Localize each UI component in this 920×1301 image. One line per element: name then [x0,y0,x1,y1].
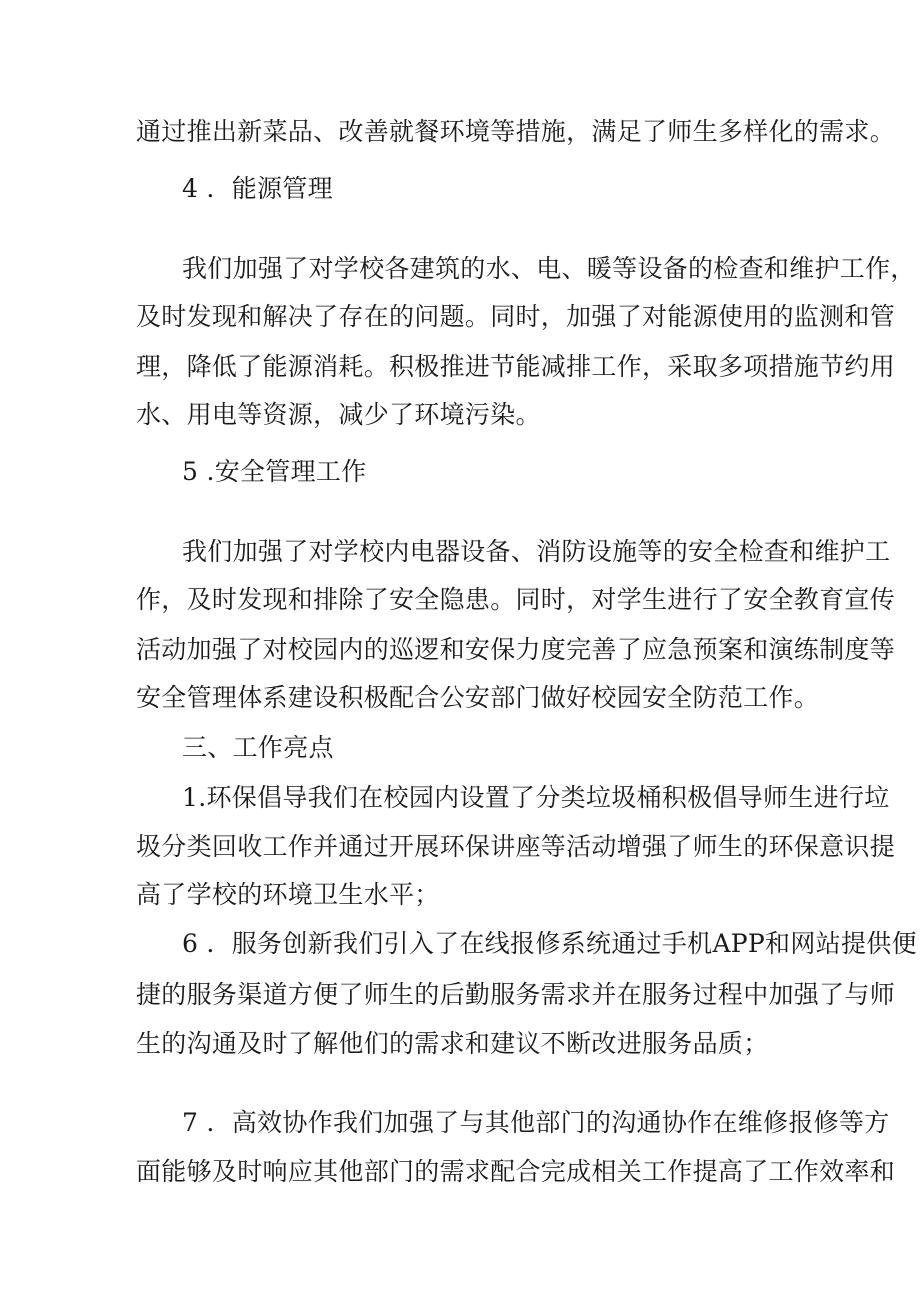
paragraph-line: 我们加强了对学校内电器设备、消防设施等的安全检查和维护工 [182,537,891,566]
paragraph-line: 面能够及时响应其他部门的需求配合完成相关工作提高了工作效率和 [136,1157,896,1186]
paragraph-line: 6 ．服务创新我们引入了在线报修系统通过手机APP和网站提供便 [182,929,917,958]
paragraph-line: 理，降低了能源消耗。积极推进节能减排工作，采取多项措施节约用 [136,352,896,381]
paragraph-line: 1.环保倡导我们在校园内设置了分类垃圾桶积极倡导师生进行垃 [182,783,890,812]
paragraph-line: 安全管理体系建设积极配合公安部门做好校园安全防范工作。 [136,683,820,712]
section-heading-safety: 5 .安全管理工作 [182,457,367,486]
paragraph-line: 生的沟通及时了解他们的需求和建议不断改进服务品质； [136,1029,769,1058]
paragraph-line: 高了学校的环境卫生水平； [136,880,440,909]
paragraph-line: 活动加强了对校园内的巡逻和安保力度完善了应急预案和演练制度等 [136,635,896,664]
paragraph-line: 7 ．高效协作我们加强了与其他部门的沟通协作在维修报修等方 [182,1108,890,1137]
paragraph-line: 作，及时发现和排除了安全隐患。同时，对学生进行了安全教育宣传 [136,585,896,614]
paragraph-line: 我们加强了对学校各建筑的水、电、暖等设备的检查和维护工作， [182,254,916,283]
section-heading-highlights: 三、工作亮点 [182,733,334,762]
paragraph-line: 通过推出新菜品、改善就餐环境等措施，满足了师生多样化的需求。 [136,117,896,146]
paragraph-line: 水、用电等资源，减少了环境污染。 [136,400,541,429]
paragraph-line: 及时发现和解决了存在的问题。同时，加强了对能源使用的监测和管 [136,302,896,331]
paragraph-line: 圾分类回收工作并通过开展环保讲座等活动增强了师生的环保意识提 [136,832,896,861]
section-heading-energy: 4 ．能源管理 [182,174,333,203]
paragraph-line: 捷的服务渠道方便了师生的后勤服务需求并在服务过程中加强了与师 [136,980,896,1009]
